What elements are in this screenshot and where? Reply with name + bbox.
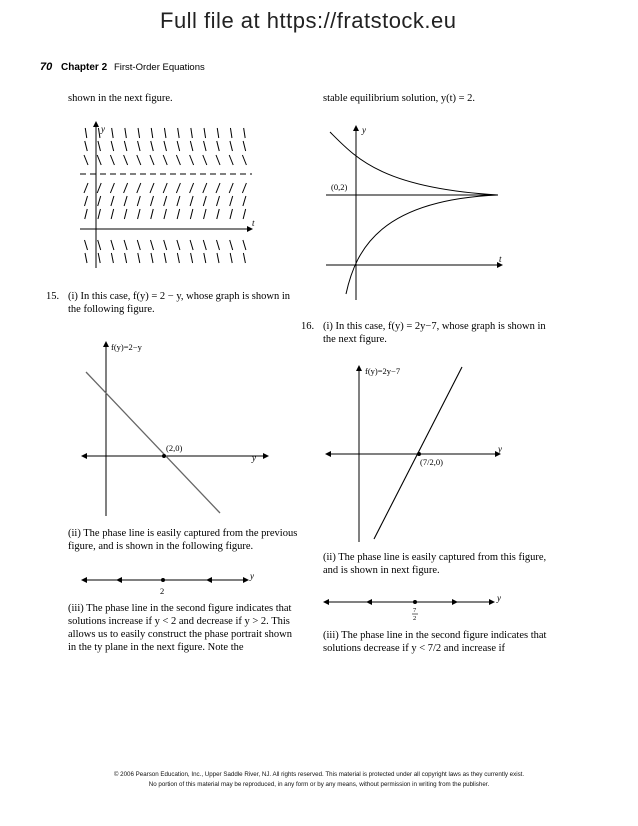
problem-15-part-ii: (ii) The phase line is easily captured from the previous figure, and is shown in the following figure.: [68, 528, 298, 552]
slope-mark: [216, 155, 220, 165]
slope-mark: [217, 196, 220, 206]
problem-16-number: 16.: [301, 321, 315, 332]
slope-mark: [150, 155, 154, 165]
slope-mark: [125, 128, 127, 138]
slope-mark: [85, 141, 88, 151]
tick-label: 2: [160, 586, 165, 596]
slope-mark: [203, 240, 206, 250]
slope-mark: [124, 155, 128, 165]
slope-mark: [85, 253, 87, 263]
slope-mark: [124, 240, 127, 250]
slope-mark: [243, 209, 246, 219]
decreasing-solution: [330, 132, 498, 195]
running-header: [40, 61, 205, 73]
y-axis-label: y: [497, 593, 501, 603]
copyright-line-2: No portion of this material may be reproduced, in any form or by any means, without permission in writing from the publisher.: [148, 781, 490, 788]
slope-mark: [151, 209, 154, 219]
slope-mark: [230, 253, 232, 263]
problem-15-graph: [80, 338, 280, 518]
copyright-line-1: © 2006 Pearson Education, Inc., Upper Saddle River, NJ. All rights reserved. This material is protected under all copyright laws as they currently exist.: [113, 771, 525, 778]
problem-16-phase-line: [322, 592, 512, 622]
problem-15-part-iii: (iii) The phase line in the second figure indicates that solutions increase if y < 2 and decrease if y > 2. This allows us to easily construct the phase portrait shown in the ty plane in the next figure. Note the: [68, 603, 292, 653]
problem-15-number: 15.: [46, 291, 60, 302]
slope-mark: [137, 155, 141, 165]
slope-mark: [124, 141, 127, 151]
point-label: (7/2,0): [420, 457, 443, 467]
slope-mark: [217, 128, 219, 138]
problem-16-graph: [322, 364, 512, 544]
arrow-left: [206, 577, 212, 583]
slope-mark: [111, 240, 114, 250]
slope-mark: [176, 183, 180, 193]
slope-mark: [177, 196, 180, 206]
slope-mark: [164, 141, 167, 151]
slope-mark: [243, 240, 246, 250]
point-label: (2,0): [166, 443, 183, 453]
slope-mark: [124, 196, 127, 206]
problem-16-text: (i) In this case, f(y) = 2y−7, whose graph is shown in the next figure.: [323, 321, 546, 345]
t-axis-label: t: [499, 254, 502, 264]
slope-mark: [190, 196, 193, 206]
slope-mark: [110, 155, 114, 165]
problem-15-text: (i) In this case, f(y) = 2 − y, whose graph is shown in the following figure.: [68, 291, 290, 315]
slope-mark: [217, 141, 220, 151]
slope-mark: [138, 128, 140, 138]
page-number: 70: [40, 61, 53, 73]
slope-mark: [124, 209, 127, 219]
slope-mark: [177, 141, 180, 151]
function-label: f(y)=2−y: [111, 342, 142, 352]
arrow-right: [116, 577, 122, 583]
slope-mark: [137, 183, 141, 193]
slope-mark: [85, 196, 88, 206]
slope-mark: [97, 183, 101, 193]
slope-mark: [151, 141, 154, 151]
slope-mark: [163, 183, 167, 193]
equilibrium-point: [161, 578, 165, 582]
watermark-banner: [0, 0, 638, 36]
slope-mark: [137, 240, 140, 250]
slope-mark: [111, 209, 114, 219]
chapter-title: First-Order Equations: [113, 62, 205, 73]
slope-mark: [84, 155, 88, 165]
increasing-solution: [346, 195, 498, 294]
slope-mark: [229, 155, 233, 165]
slope-mark: [84, 183, 88, 193]
problem-16-part-ii: (ii) The phase line is easily captured from this figure, and is shown in next figure.: [323, 552, 547, 576]
slope-mark: [204, 253, 206, 263]
slope-field-figure: [80, 118, 260, 268]
slope-mark: [112, 128, 114, 138]
tick-numerator: 7: [413, 607, 417, 614]
slope-mark: [178, 128, 180, 138]
slope-mark: [98, 128, 100, 138]
zero-point: [417, 452, 421, 456]
y-axis-label: y: [498, 444, 502, 454]
slope-mark: [216, 183, 220, 193]
problem-16-part-iii: (iii) The phase line in the second figure indicates that solutions decrease if y < 7/2 and increase if: [323, 630, 547, 654]
slope-mark: [177, 209, 180, 219]
slope-mark: [151, 196, 154, 206]
slope-mark: [98, 141, 101, 151]
slope-mark: [243, 196, 246, 206]
banner-text: Full file at https://fratstock.eu: [160, 8, 457, 33]
t-axis-label: t: [252, 218, 255, 228]
slope-mark: [97, 155, 101, 165]
slope-mark: [204, 128, 206, 138]
slope-mark: [190, 183, 194, 193]
slope-mark: [137, 196, 140, 206]
slope-mark: [164, 253, 166, 263]
slope-mark: [125, 253, 127, 263]
slope-mark: [85, 240, 88, 250]
slope-mark: [204, 209, 207, 219]
slope-mark: [190, 209, 193, 219]
slope-mark: [243, 253, 245, 263]
slope-mark: [217, 240, 220, 250]
slope-mark: [138, 209, 141, 219]
slope-mark: [203, 155, 207, 165]
slope-mark: [164, 209, 167, 219]
slope-mark: [151, 128, 153, 138]
slope-field-marks: [84, 128, 246, 263]
slope-mark: [110, 183, 114, 193]
slope-mark: [151, 240, 154, 250]
problem-15-phase-line: [80, 570, 280, 598]
slope-mark: [190, 141, 193, 151]
slope-mark: [204, 141, 207, 151]
point-label: (0,2): [331, 182, 348, 192]
tick-denominator: 2: [413, 615, 417, 622]
slope-mark: [176, 155, 180, 165]
slope-mark: [243, 141, 246, 151]
slope-mark: [138, 253, 140, 263]
slope-mark: [98, 196, 101, 206]
slope-mark: [230, 128, 232, 138]
slope-mark: [230, 209, 233, 219]
arrow-left: [366, 599, 372, 605]
slope-mark: [177, 240, 180, 250]
slope-mark: [217, 209, 220, 219]
function-label: f(y)=2y−7: [365, 366, 401, 376]
right-intro: stable equilibrium solution, y(t) = 2.: [323, 93, 476, 104]
slope-mark: [85, 128, 87, 138]
slope-mark: [151, 253, 153, 263]
slope-mark: [111, 141, 114, 151]
slope-mark: [230, 240, 233, 250]
slope-mark: [111, 253, 113, 263]
slope-mark: [203, 196, 206, 206]
slope-mark: [191, 128, 193, 138]
left-intro: shown in the next figure.: [68, 93, 173, 104]
slope-mark: [164, 240, 167, 250]
slope-mark: [230, 141, 233, 151]
y-axis-label: y: [250, 571, 254, 581]
slope-mark: [244, 128, 246, 138]
slope-mark: [85, 209, 88, 219]
arrow-right: [452, 599, 458, 605]
equilibrium-point: [413, 600, 417, 604]
slope-mark: [191, 253, 193, 263]
slope-mark: [190, 240, 193, 250]
slope-mark: [229, 183, 233, 193]
slope-mark: [190, 155, 194, 165]
slope-mark: [230, 196, 233, 206]
zero-point: [162, 454, 166, 458]
slope-mark: [177, 253, 179, 263]
solution-curves-figure: [322, 118, 507, 303]
y-axis-label: y: [252, 453, 256, 463]
slope-mark: [164, 196, 167, 206]
slope-mark: [124, 183, 128, 193]
chapter-label: Chapter 2: [61, 62, 108, 73]
slope-mark: [98, 240, 101, 250]
y-axis-label: y: [101, 124, 105, 134]
slope-mark: [111, 196, 114, 206]
slope-mark: [150, 183, 154, 193]
slope-mark: [98, 253, 100, 263]
y-axis-label: y: [362, 125, 366, 135]
slope-mark: [203, 183, 207, 193]
slope-mark: [98, 209, 101, 219]
slope-mark: [164, 128, 166, 138]
slope-mark: [138, 141, 141, 151]
slope-mark: [242, 183, 246, 193]
slope-mark: [217, 253, 219, 263]
slope-mark: [242, 155, 246, 165]
slope-mark: [163, 155, 167, 165]
